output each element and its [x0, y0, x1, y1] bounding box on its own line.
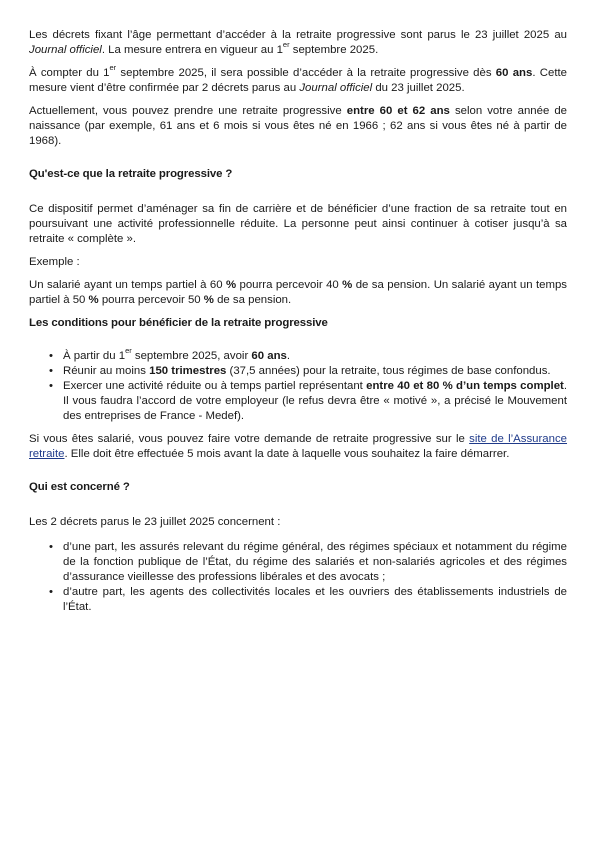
bold-text: 60 ans	[495, 67, 533, 79]
bold-text: 60 ans	[251, 350, 287, 362]
text: de sa pension.	[213, 294, 292, 306]
bold-text: %	[203, 294, 214, 306]
list-item	[63, 379, 567, 424]
text: . Cette mesure vient d’être confirmée par 2 décrets parus au	[29, 67, 567, 94]
list-item	[63, 346, 567, 364]
text: À compter du 1	[29, 67, 110, 79]
conditions-list	[63, 346, 567, 424]
section-heading-what: Qu'est-ce que la retraite progressive ?	[29, 168, 233, 180]
text: . La mesure entrera en vigueur au 1	[101, 44, 283, 56]
superscript: er	[282, 40, 290, 50]
text: Un salarié ayant un temps partiel à 60	[29, 279, 226, 291]
list-item: • d’autre part, les agents des collectivités locales et les ouvriers des établissements industriels de l’État.	[63, 585, 567, 615]
text: septembre 2025.	[289, 44, 379, 56]
text: septembre 2025, avoir	[131, 350, 252, 362]
text: Si vous êtes salarié, vous pouvez faire votre demande de retraite progressive sur le	[29, 433, 470, 445]
text: (37,5 années) pour la retraite, tous régimes de base confondus.	[226, 365, 551, 377]
text: . Elle doit être effectuée 5 mois avant la date à laquelle vous souhaitez la faire démarrer.	[64, 448, 510, 460]
journal-officiel-italic: Journal officiel	[29, 44, 102, 56]
bold-text: entre 40 et 80 % d’un temps complet	[366, 380, 564, 392]
bold-text: entre 60 et 62 ans	[346, 105, 450, 117]
text: de sa pension. Un salarié ayant un temps partiel à 50	[29, 279, 567, 306]
text: Actuellement, vous pouvez prendre une retraite progressive	[29, 105, 347, 117]
current-age-paragraph	[29, 104, 567, 149]
bold-text: %	[342, 279, 353, 291]
section-heading-conditions: Les conditions pour bénéficier de la retraite progressive	[29, 317, 328, 329]
bold-text: %	[225, 279, 237, 291]
journal-officiel-italic: Journal officiel	[299, 82, 373, 94]
decrees-paragraph: Les 2 décrets parus le 23 juillet 2025 concernent :	[29, 516, 281, 528]
bold-text: %	[88, 294, 99, 306]
list-item: • d’une part, les assurés relevant du régime général, des régimes spéciaux et notamment du régime de la fonction publique de l’État, du régime des salariés et non-salariés agricoles et des régimes d’assurance vieillesse des professions libérales et des avocats ;	[63, 540, 567, 585]
example-label: Exemple :	[29, 256, 80, 268]
text: .	[286, 350, 291, 362]
definition-paragraph: Ce dispositif permet d’aménager sa fin de carrière et de bénéficier d’une fraction de sa retraite tout en poursuivant une activité professionnelle réduite. La personne peut ainsi continuer à cotiser jusqu’à sa retraite « complète ».	[29, 203, 567, 245]
text: pourra percevoir 50	[98, 294, 204, 306]
request-paragraph	[29, 432, 567, 462]
text: Réunir au moins	[63, 365, 150, 377]
text: du 23 juillet 2025.	[372, 82, 465, 94]
list-item	[63, 364, 567, 379]
text: Les décrets fixant l’âge permettant d’accéder à la retraite progressive sont parus le 23 juillet 2025 au	[29, 29, 567, 41]
example-paragraph	[29, 278, 567, 308]
assurance-retraite-link[interactable]: site de l’Assurance retraite	[29, 433, 568, 460]
text: À partir du 1	[63, 350, 126, 362]
text: . Il vous faudra l’accord de votre employeur (le refus devra être « motivé », a précisé le Mouvement des entreprises de France - Medef).	[63, 380, 567, 422]
concerned-list	[63, 540, 567, 615]
section-heading-who: Qui est concerné ?	[29, 481, 130, 493]
age-paragraph	[29, 63, 567, 96]
text: septembre 2025, il sera possible d’accéder à la retraite progressive dès	[116, 67, 496, 79]
document-page	[29, 28, 567, 615]
bold-text: 150 trimestres	[149, 365, 227, 377]
superscript: er	[109, 63, 117, 73]
intro-paragraph	[29, 28, 567, 58]
text: Exercer une activité réduite ou à temps partiel représentant	[63, 380, 367, 392]
superscript: er	[125, 346, 132, 356]
text: selon votre année de naissance (par exemple, 61 ans et 6 mois si vous êtes né en 1966 ; 62 ans si vous êtes né à partir de 1968).	[29, 105, 568, 147]
text: pourra percevoir 40	[236, 279, 343, 291]
